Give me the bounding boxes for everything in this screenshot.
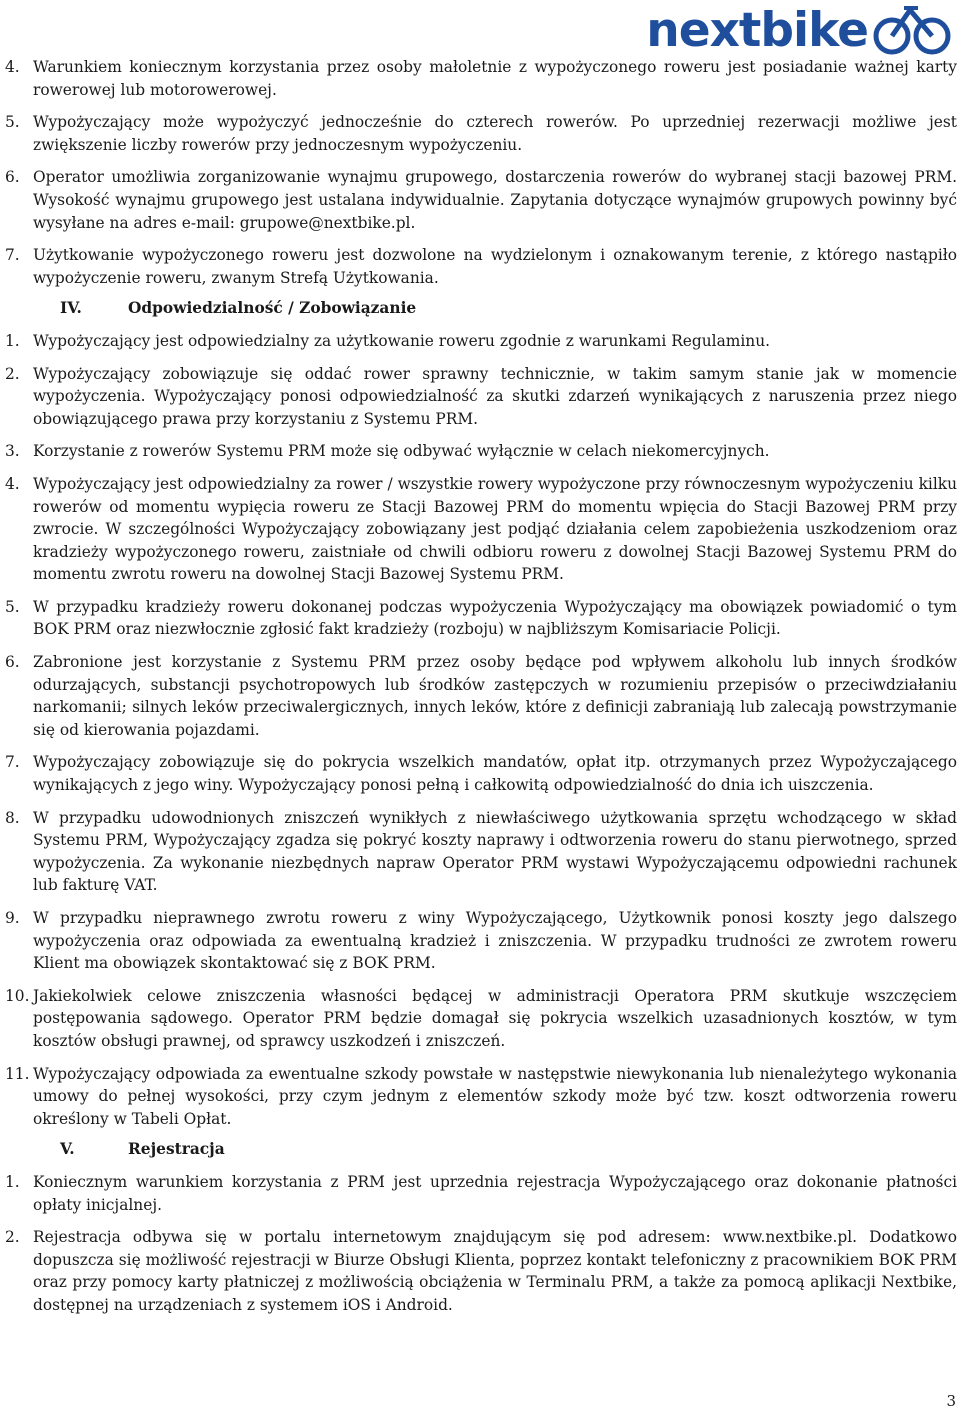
list-item-number: 1. xyxy=(5,1172,20,1191)
list-item-text: Jakiekolwiek celowe zniszczenia własności będącej w administracji Operatora PRM skutkuje wszczęciem postępowania sądowego. Operator PRM będzie domagał się pokrycia wszelkich uzasadnionych kosztów, w tym kosztów obsługi prawnej, od sprawcy uszkodzeń i zniszczeń. xyxy=(33,986,957,1050)
list-item-text: W przypadku udowodnionych zniszczeń wynikłych z niewłaściwego użytkowania sprzętu wchodzącego w skład Systemu PRM, Wypożyczający zgadza się pokryć koszty naprawy i odtworzenia roweru do stanu pierwotnego, sprzed wypożyczenia. Za wykonanie niezbędnych napraw Operator PRM wystawi Wypożyczającemu odpowiedni rachunek lub fakturę VAT. xyxy=(33,808,957,895)
list-item-number: 1. xyxy=(5,331,20,350)
list-item xyxy=(5,330,957,353)
section-heading xyxy=(60,297,957,320)
list-item-text: Wypożyczający jest odpowiedzialny za użytkowanie roweru zgodnie z warunkami Regulaminu. xyxy=(33,331,770,350)
list-item xyxy=(5,363,957,431)
list-item xyxy=(5,1171,957,1216)
list-item-number: 8. xyxy=(5,808,20,827)
list-item-text: Operator umożliwia zorganizowanie wynajmu grupowego, dostarczenia rowerów do wybranej stacji bazowej PRM. Wysokość wynajmu grupowego jest ustalana indywidualnie. Zapytania dotyczące wynajmów grupowych powinny być wysyłane na adres e-mail: grupowe@nextbike.pl. xyxy=(33,168,957,232)
list-item xyxy=(5,596,957,641)
list-item-text: W przypadku kradzieży roweru dokonanej podczas wypożyczenia Wypożyczający ma obowiązek powiadomić o tym BOK PRM oraz niezwłocznie zgłosić fakt kradzieży (rozboju) w najbliższym Komisariacie Policji. xyxy=(33,597,957,639)
section-heading-title: Odpowiedzialność / Zobowiązanie xyxy=(128,299,417,318)
list-item-text: Korzystanie z rowerów Systemu PRM może się odbywać wyłącznie w celach niekomercyjnych. xyxy=(33,442,770,461)
list-item-text: Wypożyczający zobowiązuje się do pokrycia wszelkich mandatów, opłat itp. otrzymanych przez Wypożyczającego wynikających z jego winy. Wypożyczający ponosi pełną i całkowitą odpowiedzialność do dnia ich uiszczenia. xyxy=(33,753,957,795)
list-item-text: Koniecznym warunkiem korzystania z PRM jest uprzednia rejestracja Wypożyczającego oraz dokonanie płatności opłaty inicjalnej. xyxy=(33,1172,957,1214)
list-item xyxy=(5,111,957,156)
list-item-text: Rejestracja odbywa się w portalu internetowym znajdującym się pod adresem: www.nextbike.pl. Dodatkowo dopuszcza się możliwość rejestracji w Biurze Obsługi Klienta, poprzez kontakt telefoniczny z pracownikiem BOK PRM oraz przy pomocy karty płatniczej z możliwością obciążenia w Terminalu PRM, a także za pomocą aplikacji Nextbike, dostępnej na urządzeniach z systemem iOS i Android. xyxy=(33,1228,957,1314)
list-item xyxy=(5,651,957,741)
document-body xyxy=(5,56,957,1327)
list-item-number: 5. xyxy=(5,113,20,132)
list-item-text: Wypożyczający jest odpowiedzialny za rower / wszystkie rowery wypożyczone przy równoczesnym wypożyczeniu kilku rowerów od momentu wypięcia roweru ze Stacji Bazowej PRM do momentu wpięcia do Stacji Bazowej PRM przy zwrocie. W szczególności Wypożyczający zobowiązany jest podjąć działania celem zapobieżenia uszkodzeniom oraz kradzieży wypożyczonego roweru, zaistniałe od chwili odbioru roweru z dowolnej Stacji Bazowej Systemu PRM do momentu zwrotu roweru na dowolnej Stacji Bazowej Systemu PRM. xyxy=(33,474,957,584)
bicycle-logo-icon xyxy=(870,4,954,56)
list-item-text: Zabronione jest korzystanie z Systemu PRM przez osoby będące pod wpływem alkoholu lub innych środków odurzających, substancji psychotropowych lub środków zastępczych w rozumieniu przepisów o przeciwdziałaniu narkomanii; silnych leków przeciwalergicznych, innych leków, które z definicji zabraniają lub zalecają powstrzymanie się od kierowania pojazdami. xyxy=(33,653,957,739)
list-item xyxy=(5,985,957,1053)
list-item-number: 7. xyxy=(5,753,20,772)
list-item-text: W przypadku nieprawnego zwrotu roweru z winy Wypożyczającego, Użytkownik ponosi koszty jego dalszego wypożyczenia oraz odpowiada za ewentualną kradzież i zniszczenia. W przypadku trudności ze zwrotem roweru Klient ma obowiązek skontaktować się z BOK PRM. xyxy=(33,909,957,973)
nextbike-logo xyxy=(646,2,954,58)
list-item-number: 4. xyxy=(5,58,20,76)
list-item xyxy=(5,244,957,289)
section-heading-number: IV. xyxy=(60,299,82,318)
list-item-number: 10. xyxy=(5,986,30,1005)
list-item xyxy=(5,1063,957,1131)
list-item-text: Warunkiem koniecznym korzystania przez osoby małoletnie z wypożyczonego roweru jest posiadanie ważnej karty rowerowej lub motorowerowej. xyxy=(33,58,957,99)
list-item-text: Wypożyczający może wypożyczyć jednocześnie do czterech rowerów. Po uprzedniej rezerwacji możliwe jest zwiększenie liczby rowerów przy jednoczesnym wypożyczeniu. xyxy=(33,113,957,154)
section-heading xyxy=(60,1138,957,1161)
list-item-number: 9. xyxy=(5,909,20,927)
list-item-number: 4. xyxy=(5,474,20,493)
list-item xyxy=(5,807,957,897)
list-item-number: 2. xyxy=(5,364,20,383)
section-heading-title: Rejestracja xyxy=(128,1140,225,1159)
section-heading-number: V. xyxy=(60,1140,75,1159)
list-item xyxy=(5,907,957,975)
list-item-number: 3. xyxy=(5,442,20,461)
list-item-number: 5. xyxy=(5,597,20,616)
list-item-number: 7. xyxy=(5,246,20,265)
list-item-text: Wypożyczający odpowiada za ewentualne szkody powstałe w następstwie niewykonania lub nienależytego wykonania umowy do pełnej wysokości, przy czym jednym z elementów szkody może być tzw. koszt odtworzenia roweru określony w Tabeli Opłat. xyxy=(33,1064,957,1128)
list-item xyxy=(5,751,957,796)
page-number: 3 xyxy=(946,1392,956,1410)
list-item-number: 2. xyxy=(5,1228,20,1247)
list-item xyxy=(5,473,957,586)
list-item xyxy=(5,440,957,463)
list-item-number: 11. xyxy=(5,1064,30,1083)
list-item xyxy=(5,1226,957,1316)
list-item-number: 6. xyxy=(5,653,20,672)
list-item-number: 6. xyxy=(5,168,20,187)
list-item xyxy=(5,56,957,101)
list-item-text: Użytkowanie wypożyczonego roweru jest dozwolone na wydzielonym i oznakowanym terenie, z którego nastąpiło wypożyczenie roweru, zwanym Strefą Użytkowania. xyxy=(33,246,957,287)
list-item-text: Wypożyczający zobowiązuje się oddać rower sprawny technicznie, w takim samym stanie jak w momencie wypożyczenia. Wypożyczający ponosi odpowiedzialność za skutki zdarzeń wynikających z naruszenia przez niego obowiązującego prawa przy korzystaniu z Systemu PRM. xyxy=(33,364,957,428)
logo-text: nextbike xyxy=(646,2,868,58)
list-item xyxy=(5,166,957,234)
